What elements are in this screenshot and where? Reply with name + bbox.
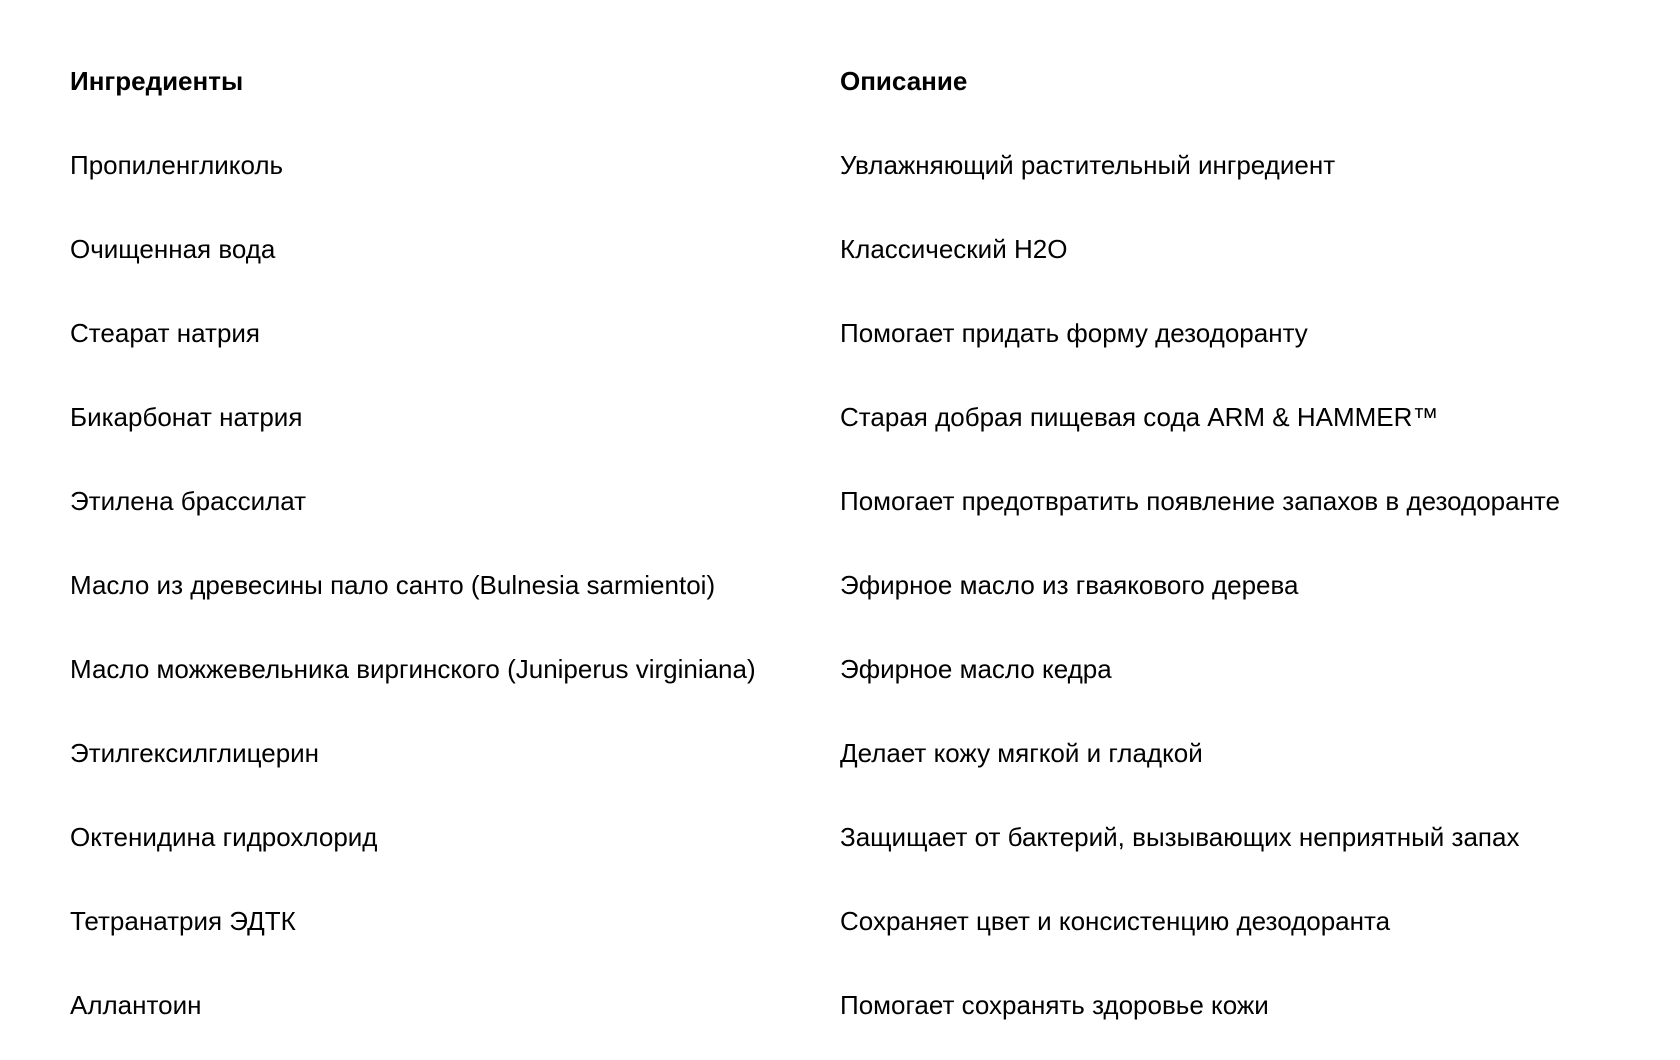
- table-row: [70, 123, 1630, 207]
- table-row: [70, 627, 1630, 711]
- ingredient-cell: Октенидина гидрохлорид: [70, 822, 378, 852]
- ingredient-cell: Этилена брассилат: [70, 486, 307, 516]
- description-cell: Делает кожу мягкой и гладкой: [840, 738, 1203, 768]
- ingredient-cell: Масло можжевельника виргинского (Juniperus virginiana): [70, 654, 756, 684]
- table-row: [70, 207, 1630, 291]
- ingredient-cell: Стеарат натрия: [70, 318, 261, 348]
- description-cell: Увлажняющий растительный ингредиент: [840, 150, 1336, 180]
- ingredient-cell: Аллантоин: [70, 990, 202, 1020]
- description-cell: Защищает от бактерий, вызывающих неприятный запах: [840, 822, 1520, 852]
- table-row: [70, 291, 1630, 375]
- description-cell: Эфирное масло из гваякового дерева: [840, 570, 1299, 600]
- ingredients-table: [70, 39, 1630, 1047]
- ingredient-cell: Тетранатрия ЭДТК: [70, 906, 296, 936]
- header-ingredients: Ингредиенты: [70, 66, 244, 96]
- description-cell: Помогает предотвратить появление запахов в дезодоранте: [840, 486, 1561, 516]
- table-row: [70, 963, 1630, 1047]
- description-cell: Помогает сохранять здоровье кожи: [840, 990, 1269, 1020]
- ingredient-cell: Масло из древесины пало санто (Bulnesia sarmientoi): [70, 570, 716, 600]
- table-row: [70, 711, 1630, 795]
- header-description: Описание: [840, 66, 968, 96]
- description-cell: Сохраняет цвет и консистенцию дезодоранта: [840, 906, 1391, 936]
- table-row: [70, 795, 1630, 879]
- table-header-row: [70, 39, 1630, 123]
- description-cell: Классический H2O: [840, 234, 1068, 264]
- description-cell: Эфирное масло кедра: [840, 654, 1112, 684]
- table-row: [70, 879, 1630, 963]
- ingredient-cell: Пропиленгликоль: [70, 150, 284, 180]
- table-row: [70, 375, 1630, 459]
- table-row: [70, 459, 1630, 543]
- ingredient-cell: Бикарбонат натрия: [70, 402, 303, 432]
- table-row: [70, 543, 1630, 627]
- description-cell: Помогает придать форму дезодоранту: [840, 318, 1308, 348]
- ingredient-cell: Очищенная вода: [70, 234, 276, 264]
- description-cell: Старая добрая пищевая сода ARM & HAMMER™: [840, 402, 1439, 432]
- ingredient-cell: Этилгексилглицерин: [70, 738, 320, 768]
